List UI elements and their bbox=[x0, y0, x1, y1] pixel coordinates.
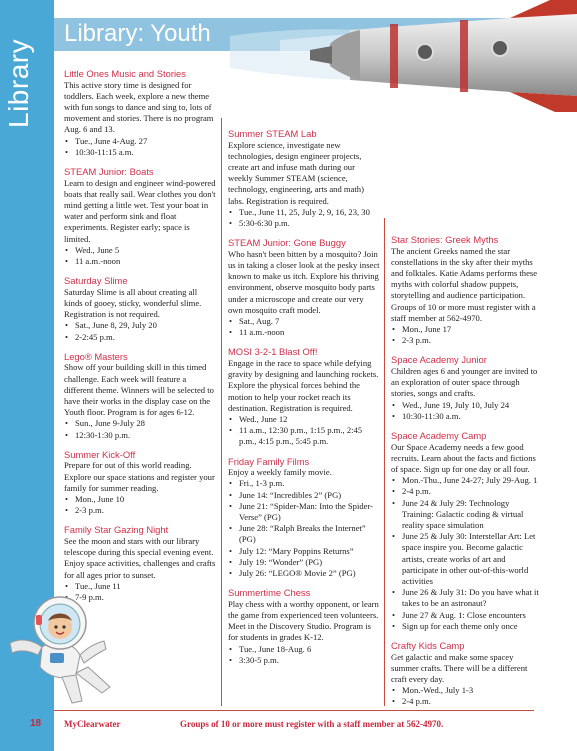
program-detail: • Tue., June 11, 25, July 2, 9, 16, 23, 30 bbox=[228, 207, 380, 218]
program-detail: • 11 a.m., 12:30 p.m., 1:15 p.m., 2:45 p.m., 4:15 p.m., 5:45 p.m. bbox=[228, 425, 380, 447]
program-description: Prepare for out of this world reading. Explore our space stations and register your family for summer reading. bbox=[64, 460, 215, 493]
program-description: Get galactic and make some spacey summer crafts. There will be a different craft every day. bbox=[391, 651, 528, 685]
program-description: Who hasn't been bitten by a mosquito? Join us in taking a closer look at the pesky insect known to make us itch. Explore his thriving environment, observe mosquito body parts under a microscope and create our very own mosquito craft model. bbox=[228, 248, 380, 315]
page-title: Library: Youth bbox=[64, 20, 211, 47]
column-left bbox=[64, 68, 216, 611]
program-detail: • Mon., June 10 bbox=[64, 494, 216, 505]
program-detail: • 10:30-11:30 a.m. bbox=[391, 411, 541, 422]
program-title: Space Academy Junior bbox=[391, 354, 487, 366]
program-detail: • Sign up for each theme only once bbox=[391, 621, 541, 632]
rocket-illustration bbox=[210, 0, 577, 120]
program-title: MOSI 3-2-1 Blast Off! bbox=[228, 346, 318, 358]
program-detail: • Tue., June 11 bbox=[64, 581, 216, 592]
program-section bbox=[391, 640, 541, 708]
program-detail: • 3:30-5 p.m. bbox=[228, 655, 380, 666]
program-detail: • June 28: “Ralph Breaks the Internet” (PG) bbox=[228, 523, 380, 545]
program-detail: • 2-2:45 p.m. bbox=[64, 332, 216, 343]
program-detail: • 2-3 p.m. bbox=[64, 505, 216, 516]
program-section bbox=[391, 234, 541, 346]
program-section bbox=[391, 430, 541, 632]
column-right bbox=[391, 234, 541, 716]
program-section bbox=[391, 354, 541, 422]
program-detail: • July 19: “Wonder” (PG) bbox=[228, 557, 380, 568]
program-title: Family Star Gazing Night bbox=[64, 524, 169, 536]
program-detail: • Sat., June 8, 29, July 20 bbox=[64, 320, 216, 331]
program-section bbox=[64, 351, 216, 441]
column-middle bbox=[228, 128, 380, 674]
program-detail: • 2-4 p.m. bbox=[391, 486, 541, 497]
program-section bbox=[228, 346, 380, 447]
program-detail: • 7-9 p.m. bbox=[64, 592, 216, 603]
column-divider bbox=[221, 118, 222, 706]
program-detail: • 12:30-1:30 p.m. bbox=[64, 430, 216, 441]
program-detail: • Sun., June 9-July 28 bbox=[64, 418, 216, 429]
program-title: STEAM Junior: Gone Buggy bbox=[228, 237, 346, 249]
program-detail: • 11 a.m.-noon bbox=[64, 256, 216, 267]
program-title: Crafty Kids Camp bbox=[391, 640, 465, 652]
program-section bbox=[64, 166, 216, 267]
program-detail: • July 12: “Mary Poppins Returns” bbox=[228, 546, 380, 557]
program-description: Show off your building skill in this timed challenge. Each week will feature a different theme. Winners will be selected to have their works in the display case on the Youth floor. Program is for ages 6-12. bbox=[64, 362, 214, 418]
program-detail: • Wed., June 19, July 10, July 24 bbox=[391, 400, 541, 411]
program-detail: • 5:30-6:30 p.m. bbox=[228, 218, 380, 229]
program-title: Summer Kick-Off bbox=[64, 448, 136, 460]
program-detail: • July 26: “LEGO® Movie 2” (PG) bbox=[228, 568, 380, 579]
program-title: Summer STEAM Lab bbox=[228, 128, 317, 139]
program-detail: • Sat., Aug. 7 bbox=[228, 316, 380, 327]
program-detail: • June 25 & July 30: Interstellar Art: Let space inspire you. Become galactic artists, create works of art and participate in other out-of-this-world activities bbox=[391, 531, 541, 587]
program-section bbox=[228, 587, 380, 666]
program-detail: • 10:30-11:15 a.m. bbox=[64, 147, 216, 158]
program-detail: • Mon.-Thu., June 24-27; July 29-Aug. 1 bbox=[391, 475, 541, 486]
program-detail: • 2-3 p.m. bbox=[391, 335, 541, 346]
program-detail: • Tue., June 18-Aug. 6 bbox=[228, 644, 380, 655]
program-detail: • June 26 & July 31: Do you have what it takes to be an astronaut? bbox=[391, 587, 541, 609]
program-detail: • Tue., June 4-Aug. 27 bbox=[64, 136, 216, 147]
program-detail: • Wed., June 5 bbox=[64, 245, 216, 256]
sidebar-label: Library bbox=[3, 38, 34, 128]
program-description: Enjoy a weekly family movie. bbox=[228, 467, 332, 478]
program-title: STEAM Junior: Boats bbox=[64, 166, 154, 178]
program-section bbox=[228, 456, 380, 580]
program-description: Engage in the race to space while defying gravity by designing and launching rockets. Explore the physical forces behind the motion to help your rocket reach its destination. Registration is required. bbox=[228, 358, 379, 413]
program-detail: • June 21: “Spider-Man: Into the Spider-Verse” (PG) bbox=[228, 501, 380, 523]
program-description: Explore science, investigate new technologies, design engineer projects, create art and infuse math during our weekly Summer STEAM (science, technology, engineering, arts and math) labs. Registration is required. bbox=[228, 139, 364, 206]
program-section bbox=[228, 237, 380, 338]
program-detail: • 2-4 p.m. bbox=[391, 696, 541, 707]
program-detail: • 11 a.m.-noon bbox=[228, 327, 380, 338]
program-description: See the moon and stars with our library telescope during this special evening event. Enjoy space activities, challenges and crafts for all ages prior to sunset. bbox=[64, 536, 216, 580]
program-section bbox=[64, 275, 216, 343]
program-title: Summertime Chess bbox=[228, 587, 311, 599]
program-title: Star Stories: Greek Myths bbox=[391, 234, 499, 245]
program-description: The ancient Greeks named the star constellations in the sky after their myths and folktales. Katie Adams performs these myths with colorful shadow puppets, storytelling and audience participation. Groups of 10 or more must register with a staff member at 562-4970. bbox=[391, 245, 538, 323]
program-title: Saturday Slime bbox=[64, 275, 128, 287]
program-section bbox=[64, 68, 216, 158]
program-description: Saturday Slime is all about creating all kinds of gooey, sticky, wonderful slime. Registration is not required. bbox=[64, 286, 202, 320]
program-section bbox=[228, 128, 380, 229]
program-title: Little Ones Music and Stories bbox=[64, 68, 186, 79]
program-detail: • June 24 & July 29: Technology Training: Galactic coding & virtual reality space simulation bbox=[391, 498, 541, 532]
footer-note: Groups of 10 or more must register with a staff member at 562-4970. bbox=[180, 719, 444, 729]
program-description: Learn to design and engineer wind-powered boats that really sail. Wear clothes you don't mind getting a little wet. Test your boat in water and perform sink and float experiments. Register early; space is limited. bbox=[64, 177, 216, 244]
program-detail: • June 14: “Incredibles 2” (PG) bbox=[228, 490, 380, 501]
program-section bbox=[64, 449, 216, 517]
program-detail: • Mon., June 17 bbox=[391, 324, 541, 335]
column-divider bbox=[384, 218, 385, 706]
program-description: Play chess with a worthy opponent, or learn the game from experienced teen volunteers. Meet in the Discovery Studio. Program is for students in grades K-12. bbox=[228, 598, 379, 643]
program-detail: • Mon.-Wed., July 1-3 bbox=[391, 685, 541, 696]
program-description: Our Space Academy needs a few good recruits. Learn about the facts and fictions of space. Sign up for one day or all four. bbox=[391, 441, 536, 475]
footer-brand: MyClearwater bbox=[64, 719, 121, 729]
program-description: This active story time is designed for toddlers. Each week, explore a new theme with fun songs to dance and sing to, lots of movement and stories. There is no program Aug. 6 and 13. bbox=[64, 79, 214, 135]
program-title: Space Academy Camp bbox=[391, 430, 487, 442]
program-detail: • Fri., 1-3 p.m. bbox=[228, 478, 380, 489]
program-detail: • June 27 & Aug. 1: Close encounters bbox=[391, 610, 541, 621]
program-title: Lego® Masters bbox=[64, 350, 128, 362]
program-title: Friday Family Films bbox=[228, 455, 310, 467]
page-number: 18 bbox=[30, 718, 42, 729]
program-description: Children ages 6 and younger are invited to an exploration of outer space through stories, songs and crafts. bbox=[391, 366, 538, 399]
astronaut-illustration bbox=[2, 583, 122, 708]
program-detail: • Wed., June 12 bbox=[228, 414, 380, 425]
